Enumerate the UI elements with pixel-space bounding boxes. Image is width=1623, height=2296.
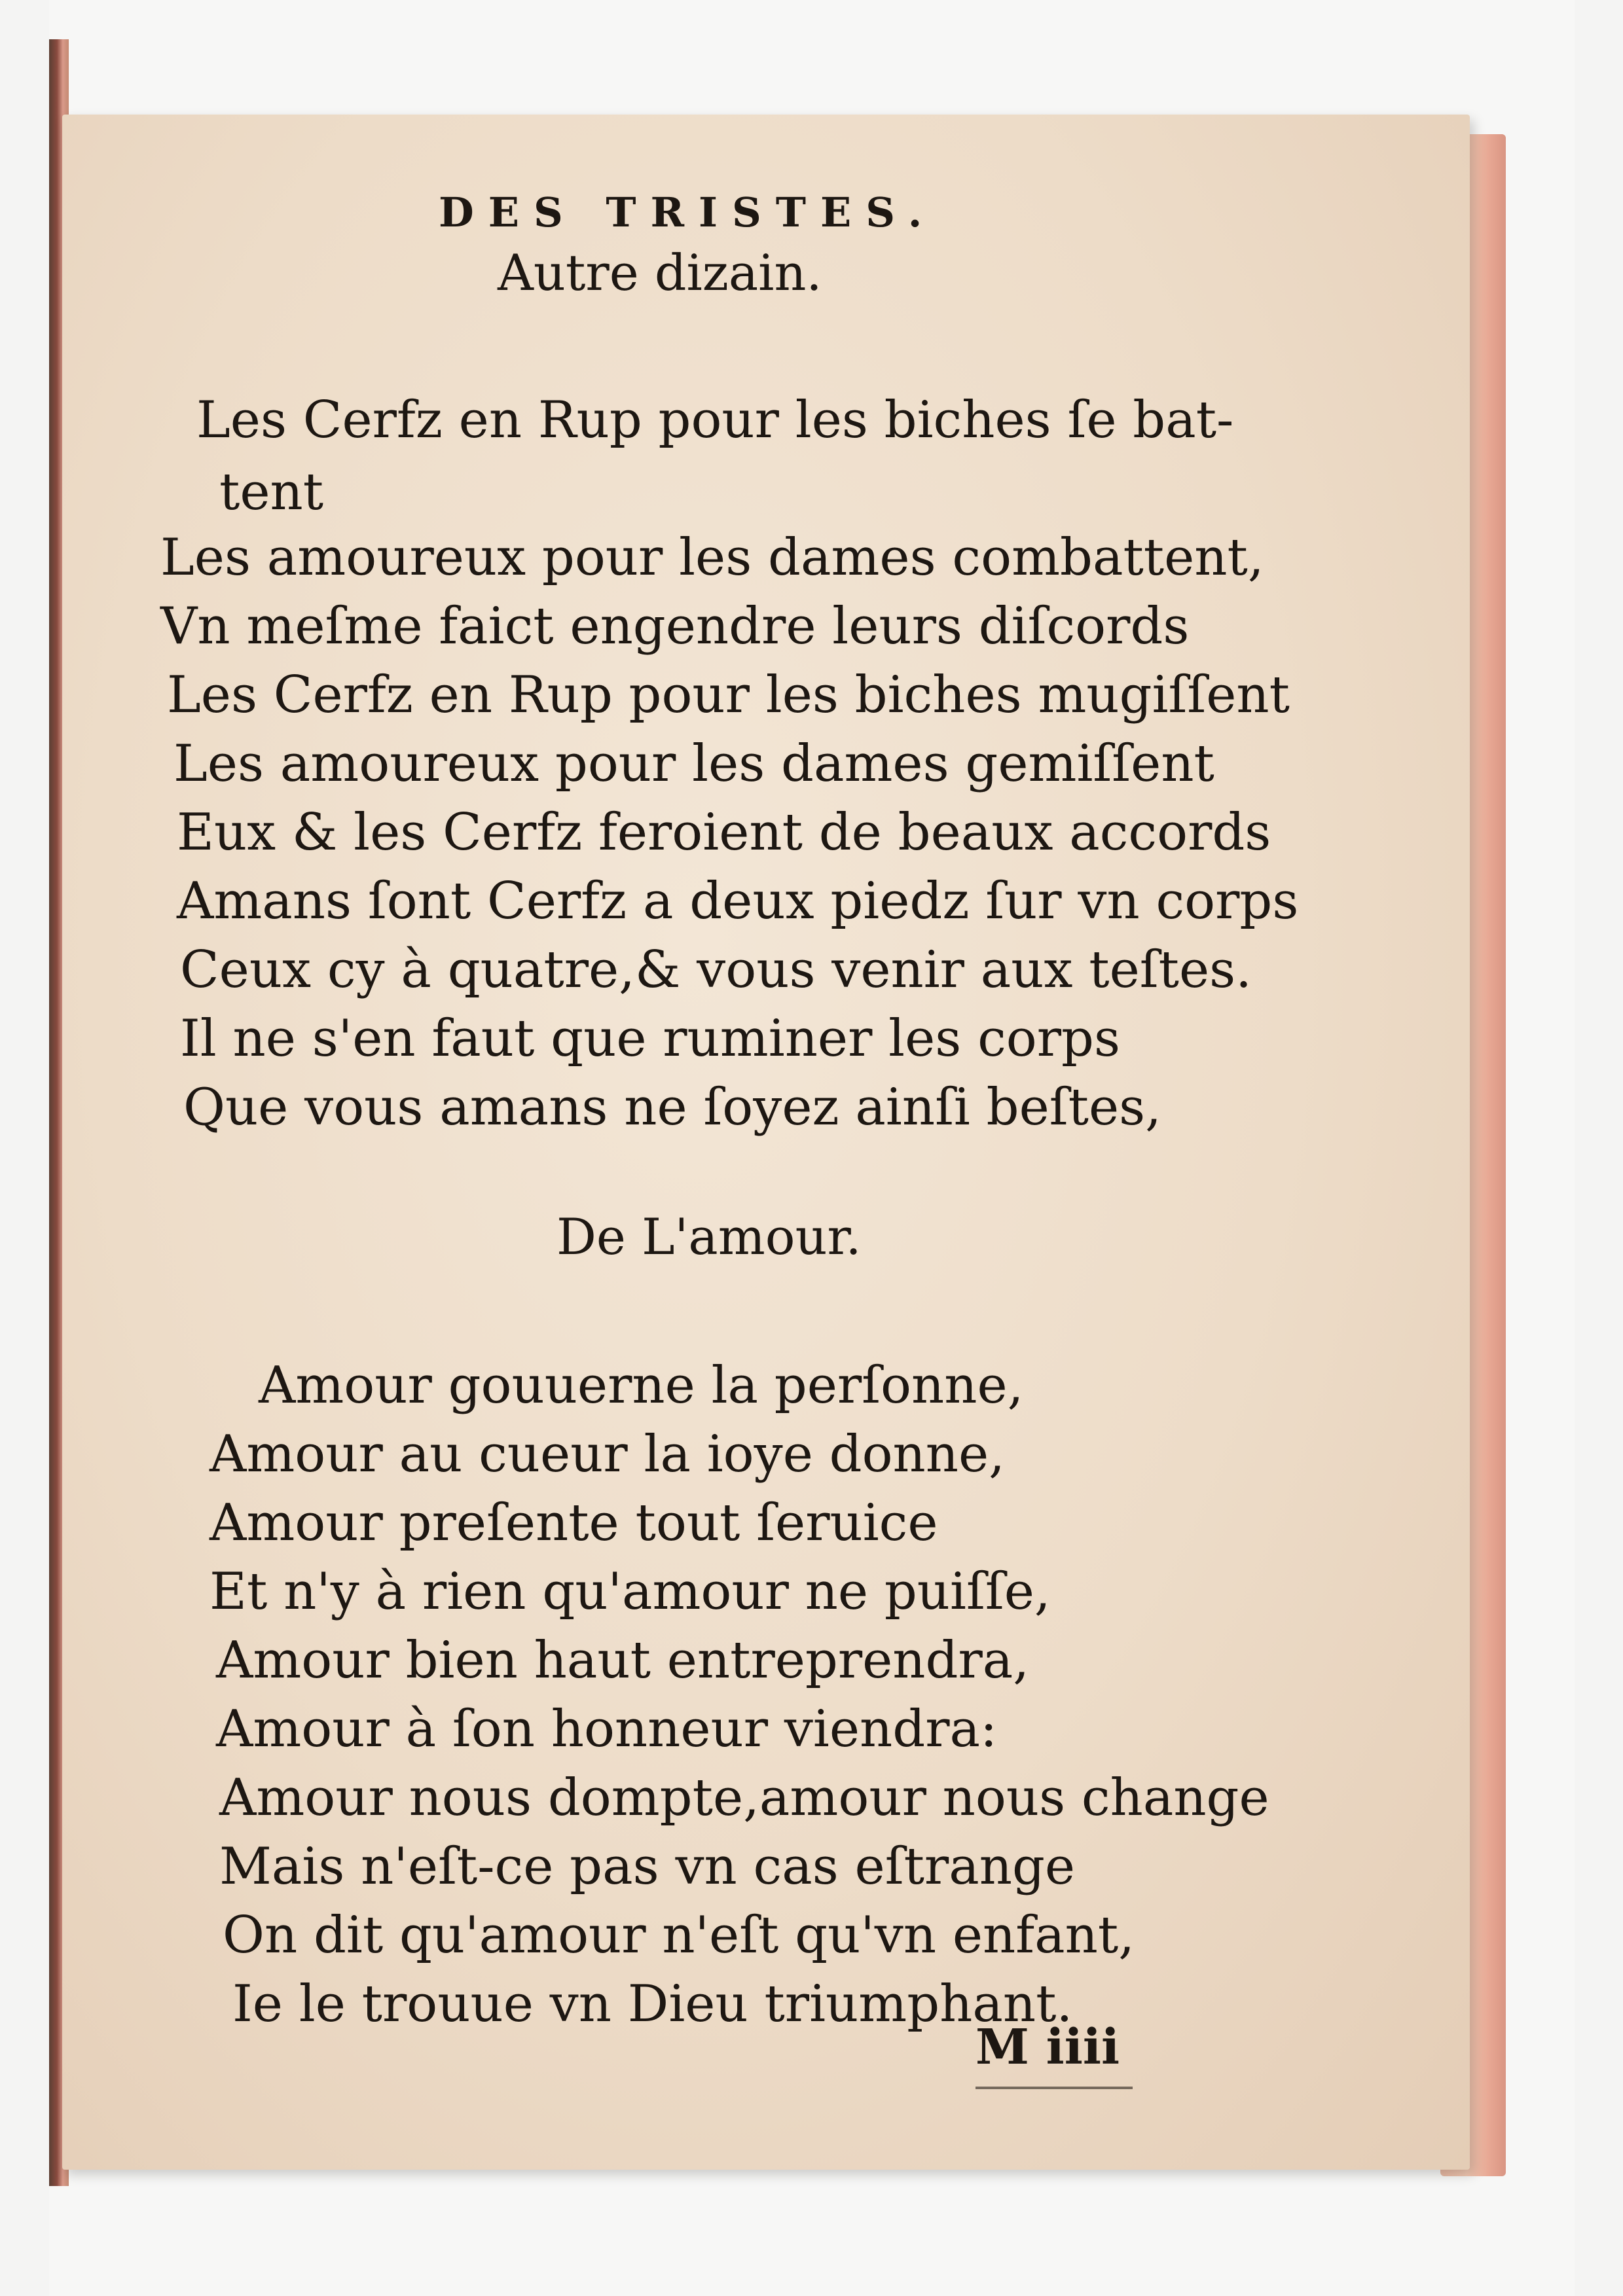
poem2-line: Mais n'eſt-ce pas vn cas eſtrange	[219, 1837, 1076, 1896]
poem1-line: Il ne s'en faut que ruminer les corps	[180, 1009, 1120, 1068]
poem2-line: On dit qu'amour n'eſt qu'vn enfant,	[223, 1906, 1135, 1965]
poem2-line: Amour au cueur la ioye donne,	[210, 1425, 1005, 1484]
poem1-line: Ceux cy à quatre,& vous venir aux teſtes.	[180, 941, 1252, 999]
poem2-line: Amour gouuerne la perſonne,	[259, 1356, 1024, 1415]
poem1-line: Les Cerfz en Rup pour les biches mugiſſent	[167, 666, 1290, 725]
poem2-line: Amour nous dompte,amour nous change	[219, 1768, 1269, 1827]
poem1-line: Eux & les Cerfz feroient de beaux accords	[177, 803, 1271, 862]
signature-mark: M iiii	[976, 2019, 1120, 2075]
signature-underline	[976, 2087, 1133, 2089]
poem2-line: Amour preſente tout ſeruice	[210, 1494, 938, 1552]
poem2-title: De L'amour.	[556, 1208, 862, 1266]
poem1-line: Amans ſont Cerfz a deux piedz ſur vn corps	[177, 872, 1299, 931]
poem1-line: Vn meſme faict engendre leurs diſcords	[160, 597, 1190, 656]
poem1-line: Les amoureux pour les dames gemiſſent	[173, 734, 1214, 793]
poem1-title: Autre dizain.	[498, 243, 822, 302]
poem1-line: tent	[219, 463, 324, 522]
poem1-line: Que vous amans ne ſoyez ainſi beſtes,	[183, 1078, 1161, 1137]
poem2-line: Et n'y à rien qu'amour ne puiſſe,	[210, 1562, 1051, 1621]
poem2-line: Ie le trouue vn Dieu triumphant.	[232, 1975, 1073, 2034]
poem1-line: Les amoureux pour les dames combattent,	[160, 528, 1264, 587]
poem2-line: Amour bien haut entreprendra,	[216, 1631, 1030, 1690]
running-head: DES TRISTES.	[439, 188, 937, 236]
poem2-line: Amour à ſon honneur viendra:	[216, 1700, 998, 1759]
poem1-line: Les Cerfz en Rup pour les biches ſe bat-	[196, 391, 1234, 450]
